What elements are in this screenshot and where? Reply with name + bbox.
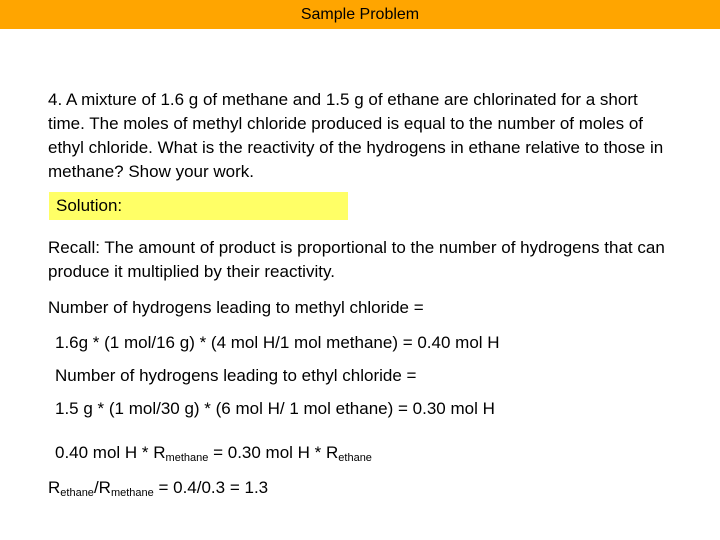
ratio-r1: R <box>48 478 61 497</box>
equation-left: 0.40 mol H * R <box>55 443 166 462</box>
methane-subscript: methane <box>165 452 209 464</box>
equation-middle: = 0.30 mol H * R <box>208 443 339 462</box>
ethyl-hydrogens-heading: Number of hydrogens leading to ethyl chloride = <box>55 366 417 385</box>
ethane-subscript: ethane <box>338 452 372 464</box>
solution-label: Solution: <box>56 196 123 215</box>
solution-label-box <box>49 192 348 220</box>
slide-title: Sample Problem <box>300 6 420 23</box>
reactivity-ratio <box>48 476 268 500</box>
ethyl-hydrogens-calculation: 1.5 g * (1 mol/30 g) * (6 mol H/ 1 mol ethane) = 0.30 mol H <box>55 399 495 418</box>
reactivity-equation <box>55 441 372 465</box>
ratio-ethane-subscript: ethane <box>60 487 94 499</box>
ratio-result: = 0.4/0.3 = 1.3 <box>153 478 269 497</box>
problem-statement: 4. A mixture of 1.6 g of methane and 1.5 g of ethane are chlorinated for a short time. The moles of methyl chloride produced is equal to the number of moles of ethyl chloride. What is the reactivity of the hydrogens in ethane relative to those in methane? Show your work. <box>48 90 664 181</box>
ratio-methane-subscript: methane <box>110 487 154 499</box>
methyl-hydrogens-calculation: 1.6g * (1 mol/16 g) * (4 mol H/1 mol methane) = 0.40 mol H <box>55 333 500 352</box>
methyl-hydrogens-heading: Number of hydrogens leading to methyl chloride = <box>48 298 424 317</box>
recall-text: Recall: The amount of product is proportional to the number of hydrogens that can produce it multiplied by their reactivity. <box>48 238 665 281</box>
slide-title-bar <box>0 0 720 29</box>
ratio-slash: /R <box>93 478 111 497</box>
